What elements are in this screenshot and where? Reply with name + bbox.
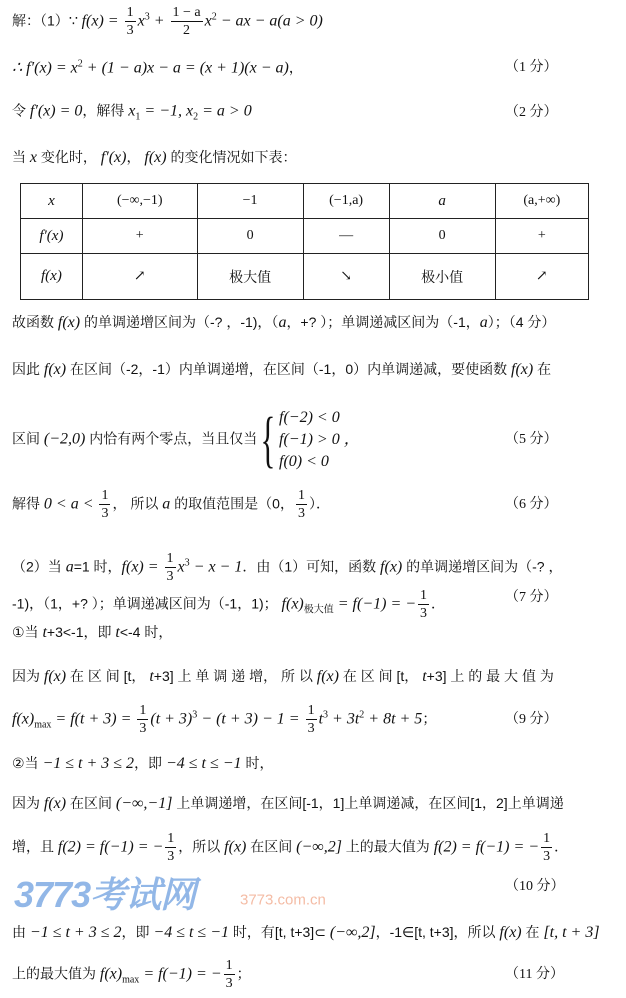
math-segment: f(x)	[144, 149, 167, 166]
text-segment: 解得	[12, 495, 44, 512]
text-segment: 在区间	[246, 838, 297, 855]
math-segment: f(x)	[316, 668, 339, 685]
text-segment: +3] 上 的 最 大 值 为	[426, 668, 554, 684]
math-segment: f(2) = f(−1) = −	[57, 838, 164, 856]
table-cell: a	[389, 184, 495, 219]
text-segment: ；	[236, 965, 251, 982]
denominator: 3	[101, 506, 109, 521]
line-a-range	[12, 489, 330, 521]
text-segment: 上的最大值为	[341, 838, 434, 855]
math-segment: − ax − a(a > 0)	[216, 12, 323, 30]
table-cell: f(x)	[21, 254, 83, 300]
score-case1-max: （9 分）	[505, 712, 558, 727]
system-row: f(−2) < 0	[279, 409, 340, 426]
text-segment: 上的最大值为	[12, 965, 100, 982]
math-segment: −1 ≤ t + 3 ≤ 2	[29, 924, 122, 941]
text-segment: ②当	[12, 755, 43, 771]
text-segment: ①当	[12, 624, 43, 640]
math-segment: − (t + 3) − 1 =	[197, 710, 304, 728]
numerator: 1	[420, 588, 428, 603]
text-segment: ，即	[121, 924, 154, 940]
math-segment: [t, t + 3]	[543, 924, 600, 941]
fraction	[224, 959, 235, 991]
text-segment: ，-1∈[t, t+3]，所以	[375, 924, 500, 940]
numerator: 1	[166, 551, 174, 566]
math-segment: t	[149, 668, 154, 685]
math-segment: t	[42, 624, 47, 641]
denominator: 3	[166, 569, 174, 584]
table-cell: —	[303, 219, 389, 254]
math-segment: f(x)	[43, 795, 67, 812]
denominator: 3	[139, 721, 147, 736]
text-segment: ，解得	[82, 102, 129, 119]
text-segment: 解：（1）∵	[12, 12, 82, 29]
math-segment: a	[162, 495, 171, 513]
text-segment: 的取值范围是（0，	[170, 495, 294, 512]
denominator: 3	[126, 23, 134, 38]
fraction	[541, 832, 552, 864]
score-part2-intervals: （7 分）	[505, 590, 558, 605]
score-a-range: （6 分）	[505, 497, 558, 512]
inequality-system	[257, 406, 360, 474]
line-case1-reason	[12, 669, 554, 685]
numerator: 1	[307, 703, 315, 718]
math-segment: 0 < a <	[43, 495, 98, 513]
variation-table-body	[21, 184, 589, 300]
math-segment: f(x)	[380, 558, 403, 576]
text-segment: 当	[12, 149, 30, 165]
line-case2	[12, 756, 273, 772]
text-segment: 的变化情况如下表：	[166, 149, 297, 165]
score-case2-result: （11 分）	[505, 967, 564, 982]
table-cell: 0	[197, 219, 303, 254]
score-roots: （2 分）	[505, 105, 558, 120]
text-segment: 在 区 间 [t，	[66, 668, 150, 684]
math-segment: t	[422, 668, 427, 685]
fraction	[418, 589, 429, 621]
line-part1-given	[12, 6, 323, 38]
text-segment: +3<-1，即	[46, 624, 116, 640]
text-segment: 变化时，	[37, 149, 101, 165]
text-segment: -1)，（1，+? ）；单调递减区间为（-1，1)；	[12, 595, 282, 612]
text-segment: 在区间	[66, 795, 116, 811]
math-segment: −1 ≤ t + 3 ≤ 2	[42, 755, 135, 772]
math-segment: = −1, x	[140, 102, 194, 120]
subscript: 1	[135, 111, 141, 123]
text-segment: 增，且	[12, 838, 58, 855]
math-segment: (−∞,2]	[296, 838, 342, 856]
text-segment: ；	[422, 710, 437, 727]
text-segment: 因为	[12, 668, 44, 684]
score-derivative: （1 分）	[505, 60, 558, 75]
text-segment: 的单调递增区间为（-? ，	[402, 558, 563, 575]
subscript: 极大值	[303, 604, 334, 616]
line-case2-max	[12, 832, 568, 864]
table-row	[21, 254, 589, 300]
subscript: max	[122, 974, 140, 986]
math-segment: = f(−1) = −	[139, 965, 222, 983]
text-segment: 由	[12, 924, 30, 940]
line-case2-result	[12, 959, 251, 991]
score-zero-condition: （5 分）	[505, 432, 558, 447]
superscript: 2	[77, 58, 83, 70]
line-monotonic-intervals	[12, 315, 555, 331]
math-segment: x	[137, 12, 145, 30]
math-segment: f(x)	[281, 595, 304, 613]
math-segment: (−2,0)	[43, 430, 86, 448]
subscript: max	[34, 719, 52, 731]
table-cell: 极大值	[197, 254, 303, 300]
math-segment: + 3t	[328, 710, 360, 728]
text-segment: 区间	[12, 430, 44, 447]
superscript: 3	[144, 11, 150, 23]
math-segment: a	[65, 558, 74, 576]
line-part2-intervals	[12, 589, 445, 621]
line-derivative	[12, 60, 303, 77]
math-segment: = a > 0	[198, 102, 252, 120]
line-interval-analysis	[12, 362, 551, 378]
text-segment: 上单调递增，在区间[-1，1]上单调递减，在区间[1，2]上单调递	[172, 795, 564, 811]
line-case1	[12, 625, 172, 641]
fraction	[306, 704, 317, 736]
table-cell: (−1,a)	[303, 184, 389, 219]
math-segment: f(x)	[224, 838, 247, 856]
line-case2-reason	[12, 796, 564, 812]
math-segment: −4 ≤ t ≤ −1	[153, 924, 229, 941]
math-segment: (−∞,−1]	[115, 795, 173, 812]
line-zero-condition	[12, 406, 360, 474]
math-segment: t	[318, 710, 324, 728]
text-segment: 内恰有两个零点，当且仅当	[85, 430, 258, 447]
superscript: 2	[211, 11, 217, 23]
numerator: 1	[225, 958, 233, 973]
fraction	[165, 832, 176, 864]
text-segment: ）．	[308, 495, 330, 512]
line-case2-conclusion	[12, 925, 600, 941]
math-segment: x	[128, 102, 136, 120]
system-rows	[279, 410, 360, 470]
watermark-logo: 3773考试网	[14, 874, 196, 915]
math-segment: f(x)	[43, 668, 67, 685]
text-segment: （2）当	[12, 558, 66, 575]
denominator: 3	[167, 849, 175, 864]
denominator: 3	[543, 849, 551, 864]
numerator: 1 − a	[172, 5, 201, 20]
text-segment: 因此	[12, 361, 44, 377]
fraction	[296, 489, 307, 521]
text-segment: +3] 上 单 调 递 增， 所 以	[153, 668, 317, 684]
math-segment: f(2) = f(−1) = −	[433, 838, 540, 856]
text-segment: ， 所以	[112, 495, 163, 512]
text-segment: ．	[431, 595, 446, 612]
line-roots	[12, 104, 252, 123]
denominator: 3	[420, 606, 428, 621]
math-segment: +	[149, 12, 169, 30]
text-segment: 因为	[12, 795, 44, 811]
text-segment: ．由（1）可知，函数	[242, 558, 381, 575]
text-segment: <-4 时，	[119, 624, 173, 640]
numerator: 1	[139, 703, 147, 718]
text-segment: ，	[126, 149, 145, 165]
watermark-url: 3773.com.cn	[240, 891, 326, 909]
text-segment: 在 区 间 [t，	[338, 668, 423, 684]
math-segment: f(x)	[511, 361, 534, 378]
text-segment: =1 时，	[73, 558, 122, 575]
line-part2-intro	[12, 552, 562, 584]
math-segment: + (1 − a)x − a = (x + 1)(x − a)	[82, 59, 289, 77]
left-brace-icon: {	[260, 406, 276, 474]
math-segment: x	[177, 558, 185, 576]
text-segment: 在区间（-2，-1）内单调递增，在区间（-1，0）内单调递减，要使函数	[66, 361, 512, 377]
line-case1-max	[12, 704, 436, 736]
math-segment: a	[278, 314, 287, 331]
table-row	[21, 184, 589, 219]
math-segment: f′(x)	[100, 149, 127, 166]
math-segment: x	[29, 149, 37, 166]
table-cell: 极小值	[389, 254, 495, 300]
math-segment: + 8t + 5	[364, 710, 423, 728]
subscript: 2	[193, 111, 199, 123]
fraction	[137, 704, 148, 736]
text-segment: ，所以	[178, 838, 225, 855]
math-segment: f(x) =	[81, 12, 123, 30]
fraction	[125, 6, 136, 38]
math-segment: = f(t + 3) =	[51, 710, 136, 728]
superscript: 3	[192, 709, 198, 721]
table-cell: ↘	[303, 254, 389, 300]
fraction	[99, 489, 110, 521]
text-segment: ．	[554, 838, 569, 855]
score-case2-score: （10 分）	[505, 879, 565, 894]
fraction	[171, 6, 203, 38]
text-segment: 时，有[t, t+3]⊂	[229, 924, 330, 940]
text-segment: 在	[521, 924, 544, 940]
superscript: 3	[323, 709, 329, 721]
text-segment: 的单调递增区间为（-? ，-1)，（	[80, 314, 279, 330]
text-segment: ）；（4 分）	[487, 314, 556, 330]
math-segment: (t + 3)	[150, 710, 193, 728]
math-segment: f(x)	[99, 965, 123, 983]
math-segment: x	[204, 12, 212, 30]
system-row: f(−1) > 0 ，	[279, 431, 360, 448]
math-segment: t	[115, 624, 120, 641]
table-cell: −1	[197, 184, 303, 219]
numerator: 1	[297, 488, 305, 503]
table-cell: +	[495, 219, 588, 254]
text-segment: ，即	[134, 755, 166, 771]
table-cell: x	[21, 184, 83, 219]
math-segment: f(x)	[499, 924, 522, 941]
table-cell: ↗	[82, 254, 197, 300]
denominator: 3	[307, 721, 315, 736]
math-segment: a	[479, 314, 488, 331]
table-cell: f′(x)	[21, 219, 83, 254]
line-table-intro	[12, 150, 296, 166]
superscript: 3	[184, 557, 190, 569]
math-segment: f′(x) = 0	[29, 102, 83, 120]
superscript: 2	[359, 709, 365, 721]
table-row	[21, 219, 589, 254]
math-segment: f(x) =	[121, 558, 163, 576]
numerator: 1	[126, 5, 134, 20]
variation-table	[20, 183, 589, 300]
system-row: f(0) < 0	[279, 453, 329, 470]
table-cell: +	[82, 219, 197, 254]
table-cell: 0	[389, 219, 495, 254]
table-cell: (a,+∞)	[495, 184, 588, 219]
denominator: 3	[297, 506, 305, 521]
numerator: 1	[543, 831, 551, 846]
table-cell: (−∞,−1)	[82, 184, 197, 219]
math-segment: −4 ≤ t ≤ −1	[165, 755, 242, 772]
text-segment: ，+? ）；单调递减区间为（-1，	[286, 314, 480, 330]
math-segment: ∴ f′(x) = x	[12, 59, 78, 77]
math-segment: − x − 1	[189, 558, 243, 576]
text-segment: 令	[12, 102, 30, 119]
denominator: 2	[183, 23, 191, 38]
text-segment: 故函数	[12, 314, 58, 330]
text-segment: 在	[533, 361, 552, 377]
math-segment: f(x)	[12, 710, 35, 728]
numerator: 1	[167, 831, 175, 846]
math-segment: (−∞,2]	[329, 924, 376, 941]
numerator: 1	[101, 488, 109, 503]
denominator: 3	[225, 976, 233, 991]
fraction	[165, 552, 176, 584]
math-segment: f(x)	[43, 361, 67, 378]
text-segment: 时，	[241, 755, 274, 771]
text-segment: ，	[288, 59, 303, 76]
table-cell: ↗	[495, 254, 588, 300]
math-segment: f(x)	[57, 314, 81, 331]
math-segment: = f(−1) = −	[333, 595, 417, 613]
